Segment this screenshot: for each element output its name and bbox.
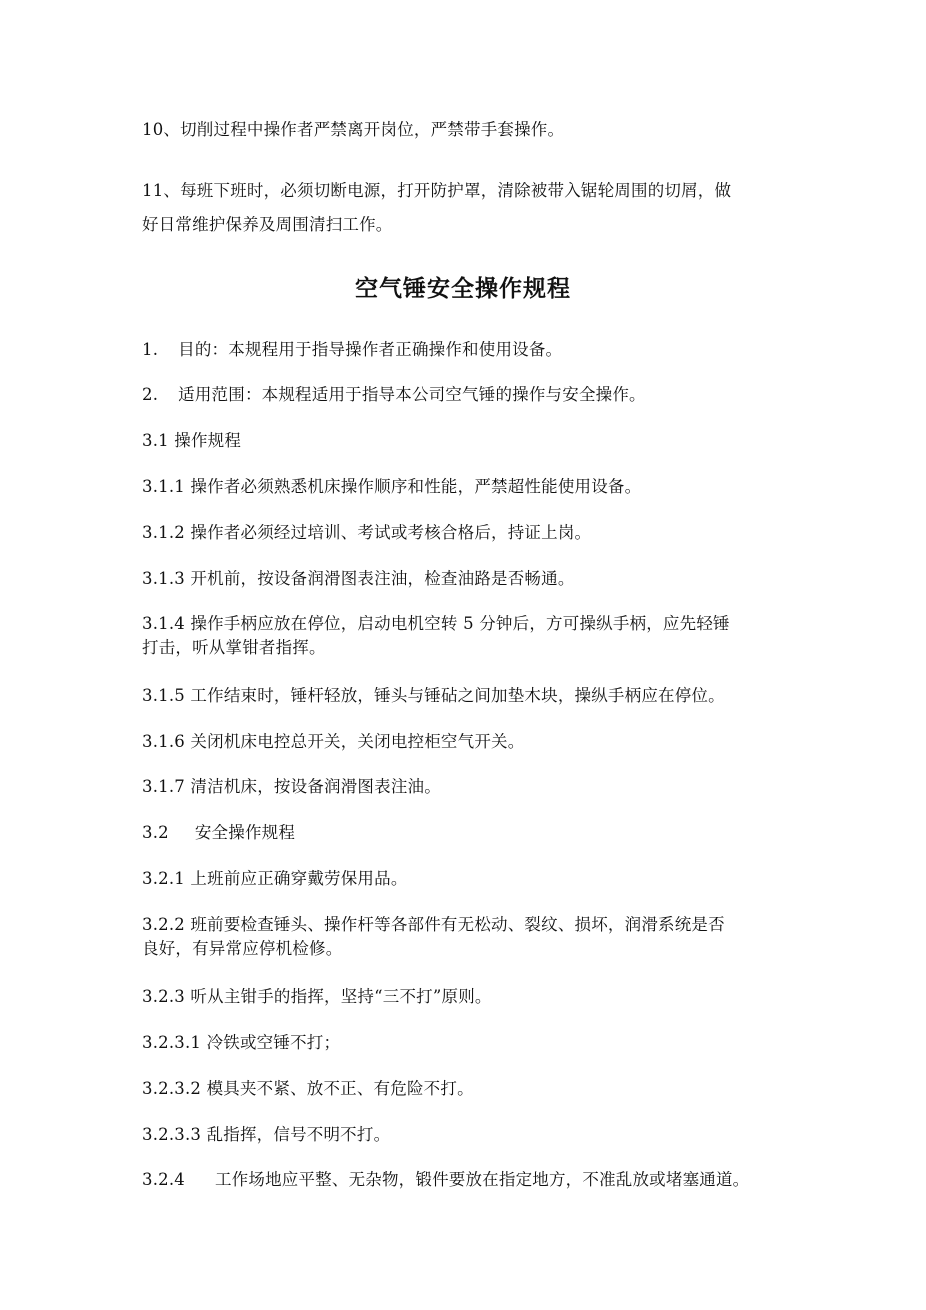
item-2-text: 适用范围：本规程适用于指导本公司空气锤的操作与安全操作。 bbox=[178, 385, 646, 404]
paragraph-item-11-line-1: 11、每班下班时，必须切断电源，打开防护罩，清除被带入锯轮周围的切屑，做 bbox=[142, 181, 732, 200]
section-3-2-1: 3.2.1 上班前应正确穿戴劳保用品。 bbox=[142, 869, 408, 888]
section-3-2-text: 安全操作规程 bbox=[194, 823, 296, 842]
section-3-2-4-number: 3.2.4 bbox=[142, 1170, 185, 1189]
section-3-2-2-line-2: 良好，有异常应停机检修。 bbox=[142, 939, 343, 958]
section-3-2-3-2: 3.2.3.2 模具夹不紧、放不正、有危险不打。 bbox=[142, 1079, 474, 1098]
section-3-2-3: 3.2.3 听从主钳手的指挥，坚持“三不打”原则。 bbox=[142, 987, 492, 1006]
section-3-2-number: 3.2 bbox=[142, 823, 169, 842]
item-2 bbox=[142, 383, 790, 407]
section-3-1-4-line-2: 打击，听从掌钳者指挥。 bbox=[142, 638, 326, 657]
section-3-2 bbox=[142, 821, 790, 845]
section-3-1-2: 3.1.2 操作者必须经过培训、考试或考核合格后，持证上岗。 bbox=[142, 523, 592, 542]
section-3-2-2-line-1: 3.2.2 班前要检查锤头、操作杆等各部件有无松动、裂纹、损坏，润滑系统是否 bbox=[142, 915, 725, 934]
section-3-2-4-text: 工作场地应平整、无杂物，锻件要放在指定地方，不准乱放或堵塞通道。 bbox=[214, 1170, 750, 1189]
paragraph-item-11-line-2: 好日常维护保养及周围清扫工作。 bbox=[142, 215, 393, 234]
paragraph-item-10: 10、切削过程中操作者严禁离开岗位，严禁带手套操作。 bbox=[142, 120, 565, 139]
section-title: 空气锤安全操作规程 bbox=[355, 276, 571, 302]
section-3-2-3-3: 3.2.3.3 乱指挥，信号不明不打。 bbox=[142, 1125, 391, 1144]
section-3-1: 3.1 操作规程 bbox=[142, 431, 242, 450]
section-3-1-3: 3.1.3 开机前，按设备润滑图表注油，检查油路是否畅通。 bbox=[142, 569, 575, 588]
section-3-1-5: 3.1.5 工作结束时，锤杆轻放，锤头与锤砧之间加垫木块，操纵手柄应在停位。 bbox=[142, 686, 725, 705]
section-3-1-1: 3.1.1 操作者必须熟悉机床操作顺序和性能，严禁超性能使用设备。 bbox=[142, 477, 642, 496]
item-1 bbox=[142, 338, 790, 362]
section-3-2-3-1: 3.2.3.1 冷铁或空锤不打； bbox=[142, 1033, 341, 1052]
item-1-number: 1. bbox=[142, 340, 159, 359]
section-3-1-4-line-1: 3.1.4 操作手柄应放在停位，启动电机空转 5 分钟后，方可操纵手柄，应先轻锤 bbox=[142, 614, 730, 633]
section-3-1-6: 3.1.6 关闭机床电控总开关，关闭电控柜空气开关。 bbox=[142, 732, 525, 751]
item-2-number: 2. bbox=[142, 385, 159, 404]
section-3-2-4 bbox=[142, 1168, 790, 1192]
section-3-1-7: 3.1.7 清洁机床，按设备润滑图表注油。 bbox=[142, 777, 441, 796]
item-1-text: 目的：本规程用于指导操作者正确操作和使用设备。 bbox=[178, 340, 563, 359]
